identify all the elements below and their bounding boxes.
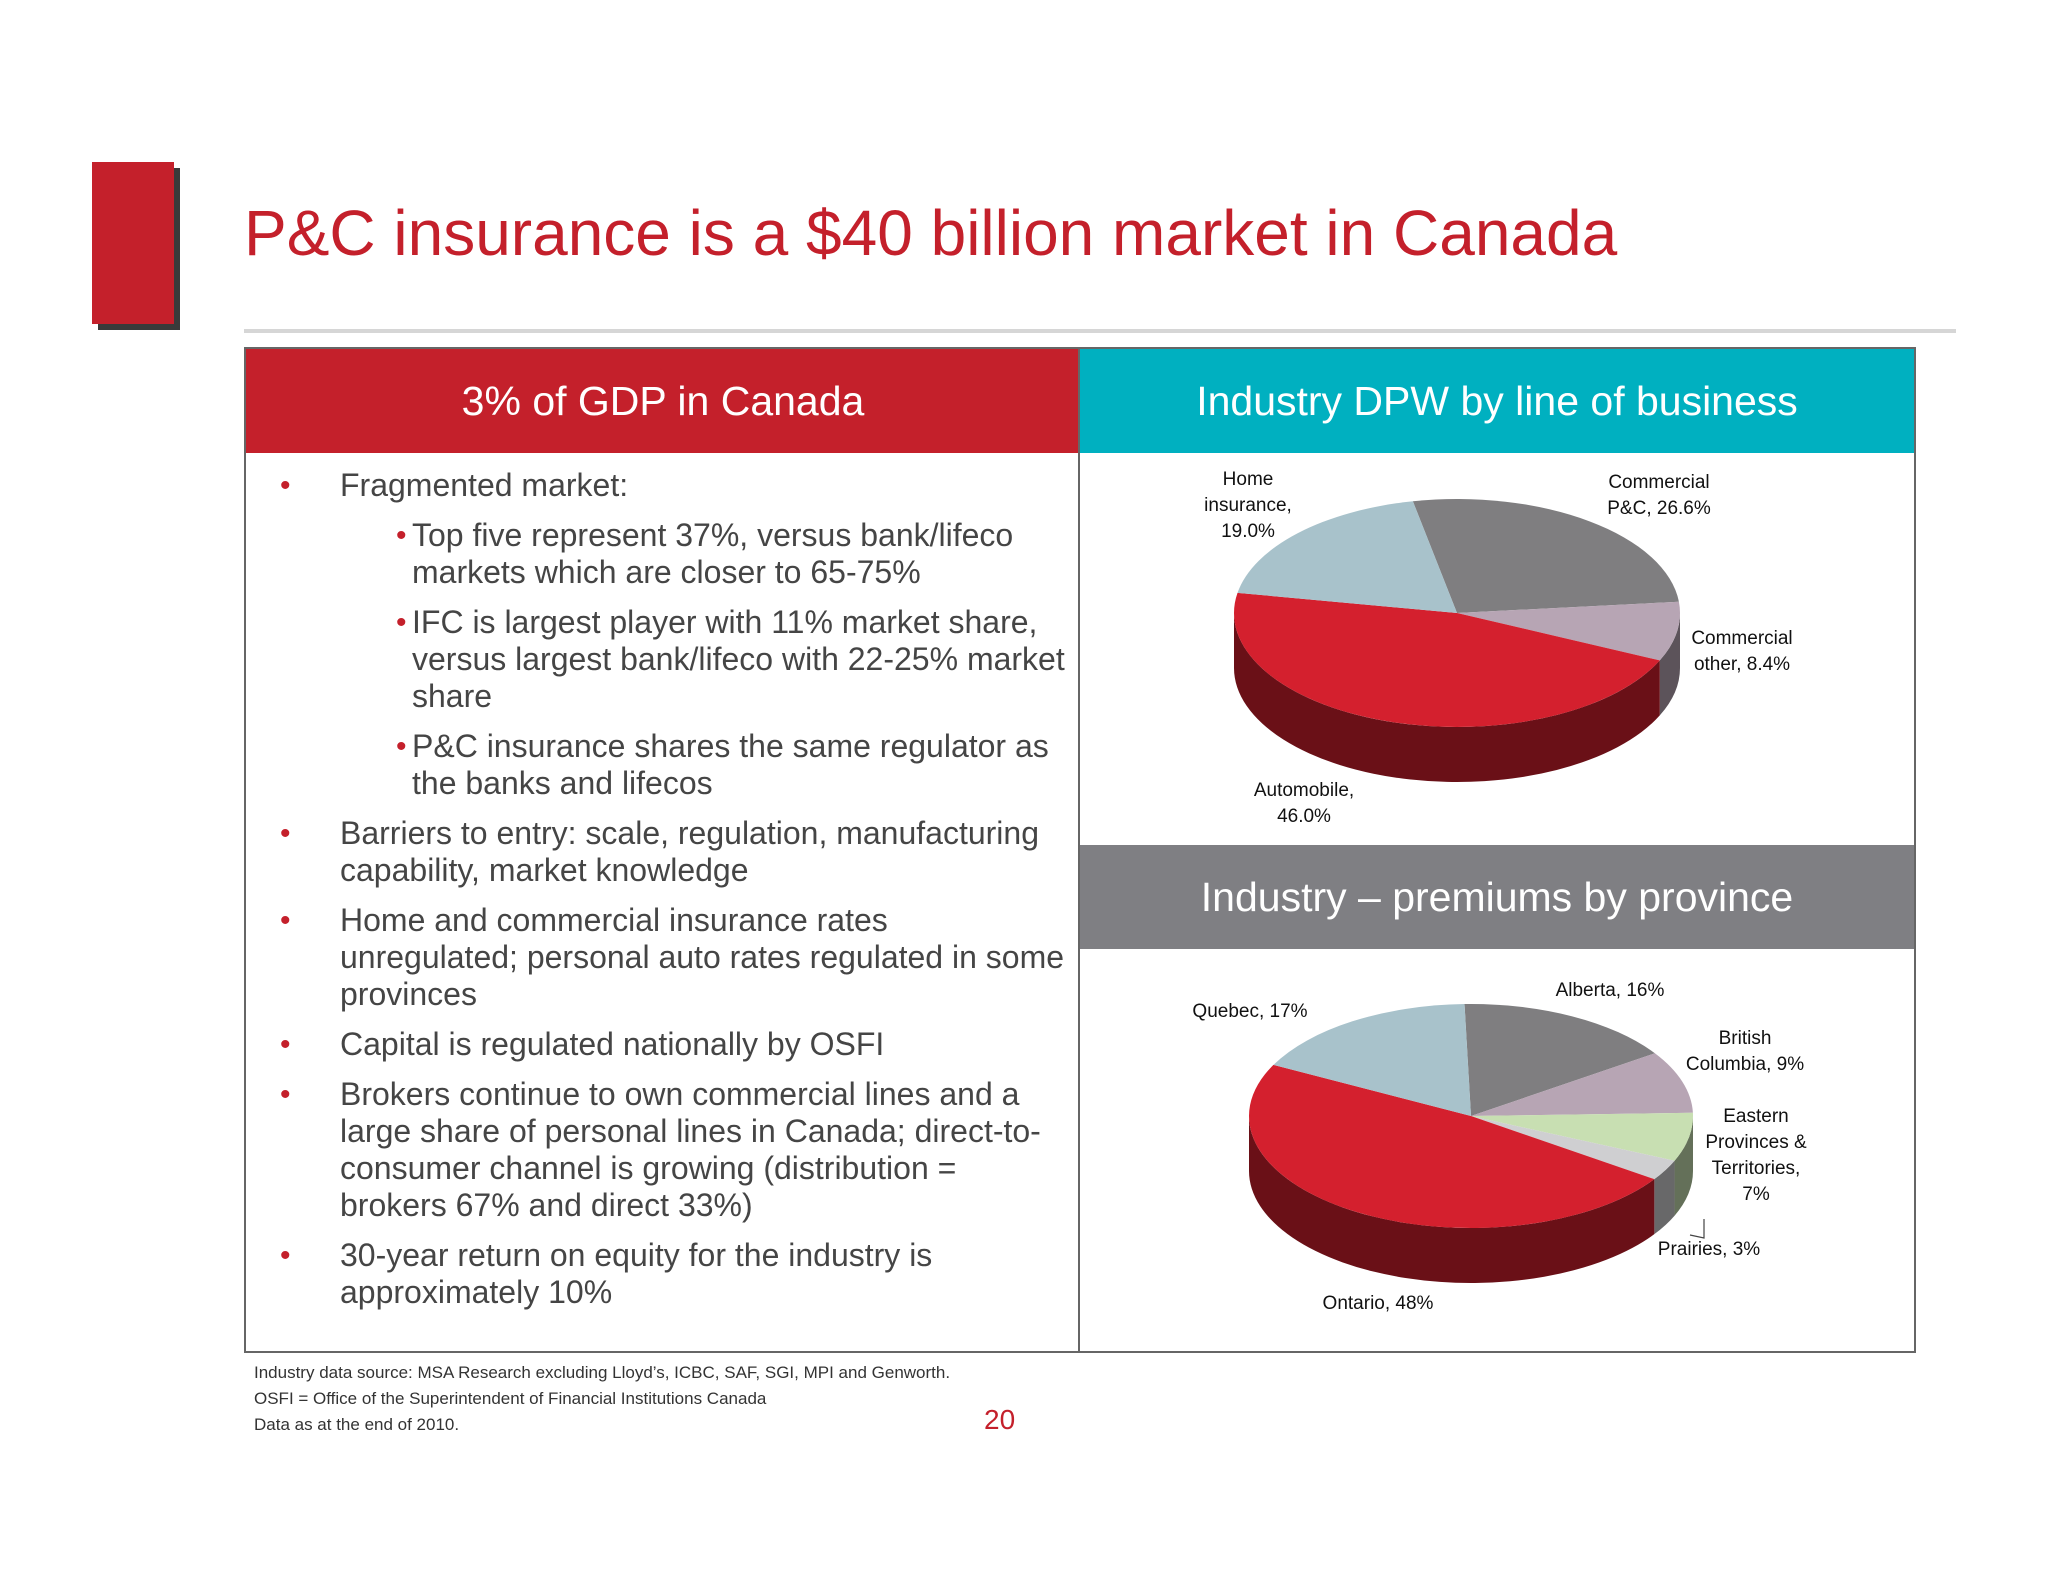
bullet-item: • Capital is regulated nationally by OSFI [276, 1026, 1066, 1063]
slice-label-line: Territories, [1711, 1158, 1801, 1179]
title-accent-block [92, 162, 174, 324]
slice-label-line: Alberta, 16% [1555, 980, 1665, 1001]
bullet-item: • Barriers to entry: scale, regulation, manufacturing capability, market knowledge [276, 815, 1066, 889]
bullet-item: • 30-year return on equity for the industry is approximately 10% [276, 1237, 1066, 1311]
slice-label [1556, 980, 1665, 1001]
slice-label [1254, 780, 1354, 827]
leader-line [1690, 1219, 1704, 1238]
bullet-item: • Home and commercial insurance rates unregulated; personal auto rates regulated in some provinces [276, 902, 1066, 1013]
slice-label [1204, 469, 1292, 542]
bullet-item: • Fragmented market: [276, 467, 1066, 504]
footnote-osfi: OSFI = Office of the Superintendent of Financial Institutions Canada [254, 1389, 767, 1408]
slice-label [1192, 1001, 1307, 1022]
slice-label-line: Prairies, 3% [1657, 1239, 1761, 1260]
slice-label-line: 7% [1742, 1184, 1770, 1205]
slice-label [1323, 1293, 1434, 1314]
slice-label-line: Columbia, 9% [1685, 1054, 1805, 1075]
slice-label-line: Quebec, 17% [1192, 1001, 1308, 1022]
footnote-date: Data as at the end of 2010. [254, 1415, 460, 1434]
footnote [254, 1360, 950, 1438]
gdp-panel [244, 347, 1080, 1353]
title-divider [244, 329, 1956, 333]
province-pie-chart [1192, 980, 1807, 1314]
slice-label-line: insurance, [1204, 495, 1292, 516]
dpw-chart-header: Industry DPW by line of business [1080, 349, 1914, 453]
slice-label-line: British [1718, 1028, 1772, 1049]
slice-label [1686, 1028, 1804, 1075]
slice-label-line: Home [1222, 469, 1274, 490]
slice-label-line: Automobile, [1253, 780, 1355, 801]
bullet-list [276, 467, 1066, 1324]
page-number: 20 [984, 1404, 1016, 1435]
slice-label-line: Provinces & [1705, 1132, 1807, 1153]
sub-bullet-item: • Top five represent 37%, versus bank/lifeco markets which are closer to 65-75% [276, 517, 1066, 591]
slice-label [1658, 1239, 1761, 1260]
slide-title: P&C insurance is a $40 billion market in Canada [244, 197, 1618, 269]
dpw-pie-chart [1204, 469, 1793, 827]
slice-label-line: Ontario, 48% [1322, 1293, 1434, 1314]
sub-bullet-item: • IFC is largest player with 11% market share, versus largest bank/lifeco with 22-25% market share [276, 604, 1066, 715]
sub-bullet-item: • P&C insurance shares the same regulator as the banks and lifecos [276, 728, 1066, 802]
slice-label-line: Commercial [1608, 472, 1710, 493]
pie-charts [1078, 347, 1916, 1353]
footnote-source: Industry data source: MSA Research excluding Lloyd’s, ICBC, SAF, SGI, MPI and Genworth. [254, 1363, 951, 1382]
slice-label [1691, 628, 1792, 675]
gdp-panel-header: 3% of GDP in Canada [246, 349, 1080, 453]
slice-label-line: P&C, 26.6% [1607, 498, 1711, 519]
bullet-item: • Brokers continue to own commercial lines and a large share of personal lines in Canada; direct-to-consumer channel is growing (distribution = brokers 67% and direct 33%) [276, 1076, 1066, 1224]
slice-label [1705, 1106, 1807, 1205]
slice-label-line: Eastern [1723, 1106, 1789, 1127]
slice-label-line: 19.0% [1221, 521, 1275, 542]
slice-label [1607, 472, 1711, 519]
slice-label-line: other, 8.4% [1693, 654, 1791, 675]
slice-label-line: Commercial [1691, 628, 1793, 649]
province-chart-header: Industry – premiums by province [1080, 845, 1914, 949]
slice-label-line: 46.0% [1277, 806, 1331, 827]
